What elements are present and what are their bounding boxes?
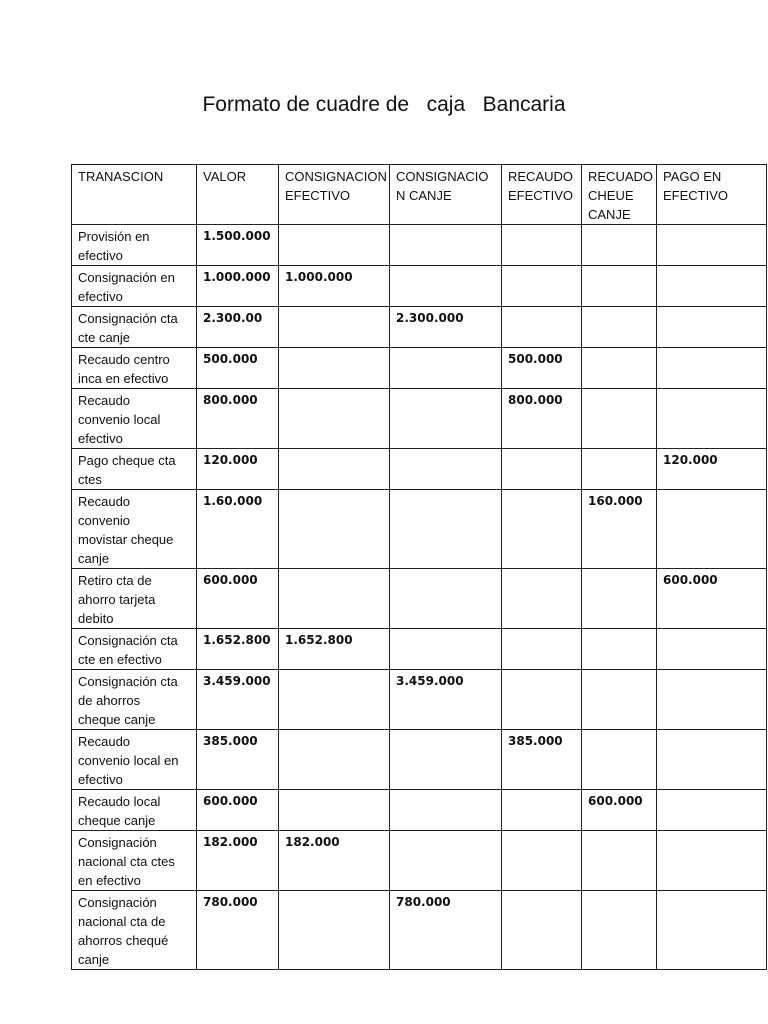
cell-value: 600.000 <box>197 790 279 831</box>
cell-cash-payment: 120.000 <box>657 449 767 490</box>
header-cash-payment: PAGO EN EFECTIVO <box>657 165 767 225</box>
cell-exchange-deposit <box>390 348 502 389</box>
cell-transaction: Consignación nacional cta ctes en efectivo <box>72 831 197 891</box>
cell-value: 1.60.000 <box>197 490 279 569</box>
cell-cash-deposit: 182.000 <box>279 831 390 891</box>
cell-check-collection <box>582 266 657 307</box>
cell-cash-payment <box>657 790 767 831</box>
cell-value: 780.000 <box>197 891 279 970</box>
cell-exchange-deposit <box>390 389 502 449</box>
cell-check-collection <box>582 389 657 449</box>
cell-exchange-deposit <box>390 790 502 831</box>
cell-exchange-deposit <box>390 225 502 266</box>
cell-value: 800.000 <box>197 389 279 449</box>
cell-cash-deposit <box>279 490 390 569</box>
cell-cash-payment <box>657 629 767 670</box>
cell-transaction: Recaudo convenio local en efectivo <box>72 730 197 790</box>
cell-cash-collection <box>502 670 582 730</box>
table-row <box>72 629 767 670</box>
table-row <box>72 790 767 831</box>
table-row <box>72 490 767 569</box>
cell-exchange-deposit: 3.459.000 <box>390 670 502 730</box>
page-title: Formato de cuadre de caja Bancaria <box>202 93 566 116</box>
cell-cash-deposit <box>279 891 390 970</box>
cell-cash-deposit <box>279 730 390 790</box>
cell-exchange-deposit <box>390 730 502 790</box>
cell-cash-collection <box>502 831 582 891</box>
cell-cash-payment <box>657 730 767 790</box>
cell-cash-deposit <box>279 307 390 348</box>
cell-value: 385.000 <box>197 730 279 790</box>
header-cash-collection: RECAUDO EFECTIVO <box>502 165 582 225</box>
cell-cash-payment <box>657 389 767 449</box>
cell-cash-collection <box>502 449 582 490</box>
cell-exchange-deposit <box>390 569 502 629</box>
cell-value: 1.652.800 <box>197 629 279 670</box>
cell-transaction: Consignación cta cte en efectivo <box>72 629 197 670</box>
cell-value: 120.000 <box>197 449 279 490</box>
cell-check-collection <box>582 670 657 730</box>
cell-cash-deposit <box>279 569 390 629</box>
cell-cash-collection: 500.000 <box>502 348 582 389</box>
cell-transaction: Provisión en efectivo <box>72 225 197 266</box>
cell-cash-collection <box>502 891 582 970</box>
table-row <box>72 569 767 629</box>
cell-check-collection <box>582 569 657 629</box>
cell-cash-collection <box>502 629 582 670</box>
cell-value: 3.459.000 <box>197 670 279 730</box>
cell-cash-payment <box>657 891 767 970</box>
cash-reconciliation-table <box>71 164 767 970</box>
cell-check-collection: 160.000 <box>582 490 657 569</box>
cell-cash-collection <box>502 266 582 307</box>
cell-cash-deposit: 1.000.000 <box>279 266 390 307</box>
cell-exchange-deposit <box>390 831 502 891</box>
cell-cash-payment <box>657 348 767 389</box>
table-row <box>72 225 767 266</box>
cell-check-collection <box>582 449 657 490</box>
cell-cash-collection: 385.000 <box>502 730 582 790</box>
cell-check-collection <box>582 307 657 348</box>
cell-cash-deposit <box>279 225 390 266</box>
cell-cash-payment <box>657 266 767 307</box>
cell-cash-collection <box>502 490 582 569</box>
header-value: VALOR <box>197 165 279 225</box>
cell-value: 600.000 <box>197 569 279 629</box>
header-cash-deposit: CONSIGNACION EFECTIVO <box>279 165 390 225</box>
table-row <box>72 266 767 307</box>
cell-exchange-deposit <box>390 629 502 670</box>
cell-check-collection: 600.000 <box>582 790 657 831</box>
cell-cash-deposit <box>279 670 390 730</box>
cell-exchange-deposit <box>390 449 502 490</box>
cell-value: 1.500.000 <box>197 225 279 266</box>
cell-exchange-deposit: 780.000 <box>390 891 502 970</box>
cell-cash-payment <box>657 831 767 891</box>
table-header-row <box>72 165 767 225</box>
cell-check-collection <box>582 629 657 670</box>
cell-check-collection <box>582 225 657 266</box>
cell-cash-deposit <box>279 449 390 490</box>
table-row <box>72 389 767 449</box>
cell-transaction: Pago cheque cta ctes <box>72 449 197 490</box>
cell-cash-collection <box>502 225 582 266</box>
cell-cash-payment: 600.000 <box>657 569 767 629</box>
table-row <box>72 307 767 348</box>
cell-transaction: Consignación cta de ahorros cheque canje <box>72 670 197 730</box>
header-check-collection: RECUADO CHEUE CANJE <box>582 165 657 225</box>
cell-cash-payment <box>657 225 767 266</box>
cell-cash-deposit <box>279 790 390 831</box>
cell-exchange-deposit <box>390 490 502 569</box>
cell-transaction: Recaudo centro inca en efectivo <box>72 348 197 389</box>
cell-value: 2.300.00 <box>197 307 279 348</box>
cell-cash-deposit <box>279 389 390 449</box>
cell-check-collection <box>582 348 657 389</box>
table-row <box>72 670 767 730</box>
cell-check-collection <box>582 730 657 790</box>
cell-cash-collection: 800.000 <box>502 389 582 449</box>
cell-cash-payment <box>657 490 767 569</box>
cell-cash-collection <box>502 569 582 629</box>
cell-transaction: Consignación en efectivo <box>72 266 197 307</box>
cell-cash-deposit: 1.652.800 <box>279 629 390 670</box>
cell-cash-collection <box>502 790 582 831</box>
cell-exchange-deposit: 2.300.000 <box>390 307 502 348</box>
cell-exchange-deposit <box>390 266 502 307</box>
cell-transaction: Consignación cta cte canje <box>72 307 197 348</box>
cell-value: 500.000 <box>197 348 279 389</box>
cell-transaction: Recaudo convenio movistar cheque canje <box>72 490 197 569</box>
table-row <box>72 730 767 790</box>
cell-check-collection <box>582 891 657 970</box>
header-transaction: TRANASCION <box>72 165 197 225</box>
cell-check-collection <box>582 831 657 891</box>
cell-cash-payment <box>657 307 767 348</box>
cell-value: 182.000 <box>197 831 279 891</box>
cell-transaction: Consignación nacional cta de ahorros chequé canje <box>72 891 197 970</box>
cell-cash-payment <box>657 670 767 730</box>
table-row <box>72 831 767 891</box>
table-row <box>72 891 767 970</box>
table-row <box>72 449 767 490</box>
cell-transaction: Recaudo convenio local efectivo <box>72 389 197 449</box>
cell-transaction: Recaudo local cheque canje <box>72 790 197 831</box>
cell-cash-collection <box>502 307 582 348</box>
cell-value: 1.000.000 <box>197 266 279 307</box>
table-row <box>72 348 767 389</box>
cell-transaction: Retiro cta de ahorro tarjeta debito <box>72 569 197 629</box>
cell-cash-deposit <box>279 348 390 389</box>
header-exchange-deposit: CONSIGNACIO N CANJE <box>390 165 502 225</box>
